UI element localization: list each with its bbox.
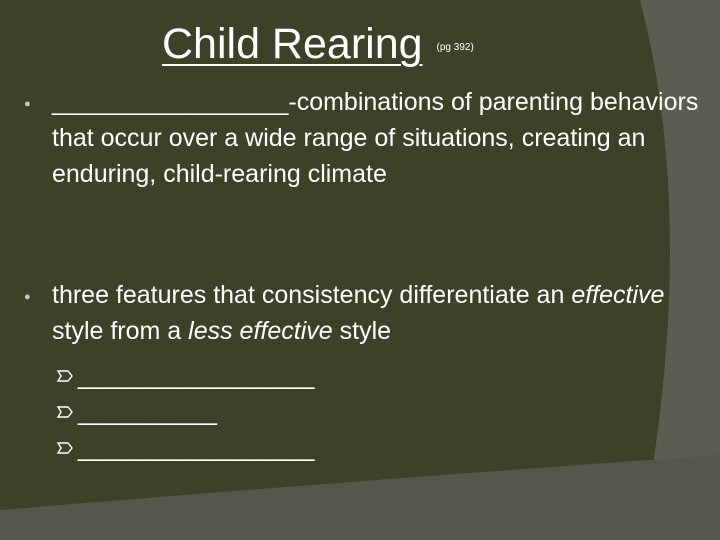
bullet-dot-icon: ●: [24, 98, 31, 110]
features-em-effective: effective: [571, 281, 665, 309]
features-text-b: style from a: [52, 317, 189, 345]
definition-text: -combinations of parenting behaviors that occur over a wide range of situations, creating an enduring, child-rearing climate: [52, 88, 699, 188]
bullet-text: [52, 277, 704, 349]
features-text-c: style: [332, 317, 392, 345]
bullet-dot-icon: ●: [24, 291, 31, 303]
features-em-less-effective: less effective: [188, 317, 333, 345]
sub-item-blank: __________: [78, 398, 218, 426]
bullet-definition: [24, 84, 704, 192]
list-item: [56, 358, 314, 394]
bullet-text: [52, 84, 704, 192]
hollow-arrow-icon: [56, 403, 74, 421]
bullet-features: [24, 277, 704, 349]
page-reference: (pg 392): [436, 42, 474, 53]
slide-title: Child Rearing: [162, 20, 423, 68]
fill-in-blank: _________________: [52, 88, 289, 116]
list-item: [56, 394, 314, 430]
hollow-arrow-icon: [56, 367, 74, 385]
sub-item-blank: _________________: [78, 362, 315, 390]
sub-list: [56, 358, 314, 466]
features-text-a: three features that consistency differentiate an: [52, 281, 572, 309]
sub-item-blank: _________________: [78, 434, 315, 462]
hollow-arrow-icon: [56, 439, 74, 457]
title-row: [162, 20, 474, 69]
list-item: [56, 430, 314, 466]
